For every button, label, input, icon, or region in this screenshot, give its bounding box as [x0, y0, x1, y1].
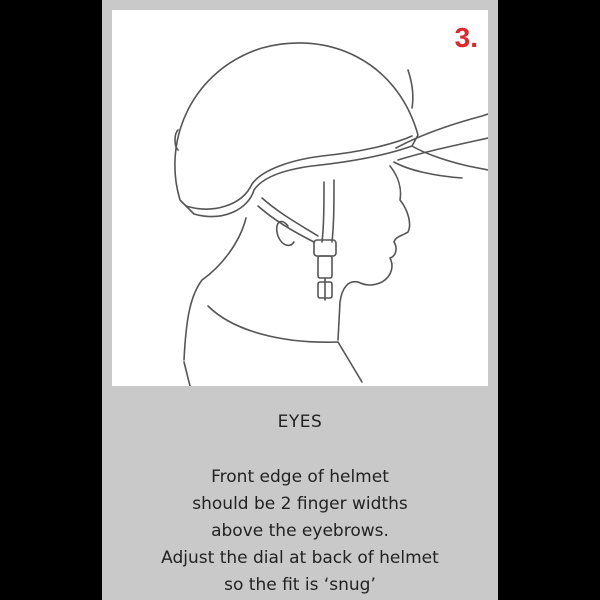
instruction-line: should be 2 finger widths	[192, 494, 408, 514]
section-heading: EYES	[277, 412, 323, 432]
instruction-line: Front edge of helmet	[211, 467, 389, 487]
buckle	[314, 240, 336, 256]
instruction-card	[102, 0, 498, 600]
step-number: 3.	[454, 22, 478, 53]
instruction-line: above the eyebrows.	[211, 521, 389, 541]
face-profile	[338, 166, 410, 340]
strap-rear	[262, 198, 318, 236]
instruction-line: so the fit is ‘snug’	[224, 575, 376, 595]
strap-front	[322, 182, 324, 242]
helmet-fit-illustration	[112, 10, 488, 386]
illustration-panel	[112, 10, 488, 386]
helmet-shell	[175, 43, 418, 217]
hand	[396, 114, 488, 148]
instruction-text	[102, 464, 498, 599]
helmet-rim	[186, 136, 412, 209]
instruction-line: Adjust the dial at back of helmet	[161, 548, 439, 568]
neck	[184, 218, 246, 360]
